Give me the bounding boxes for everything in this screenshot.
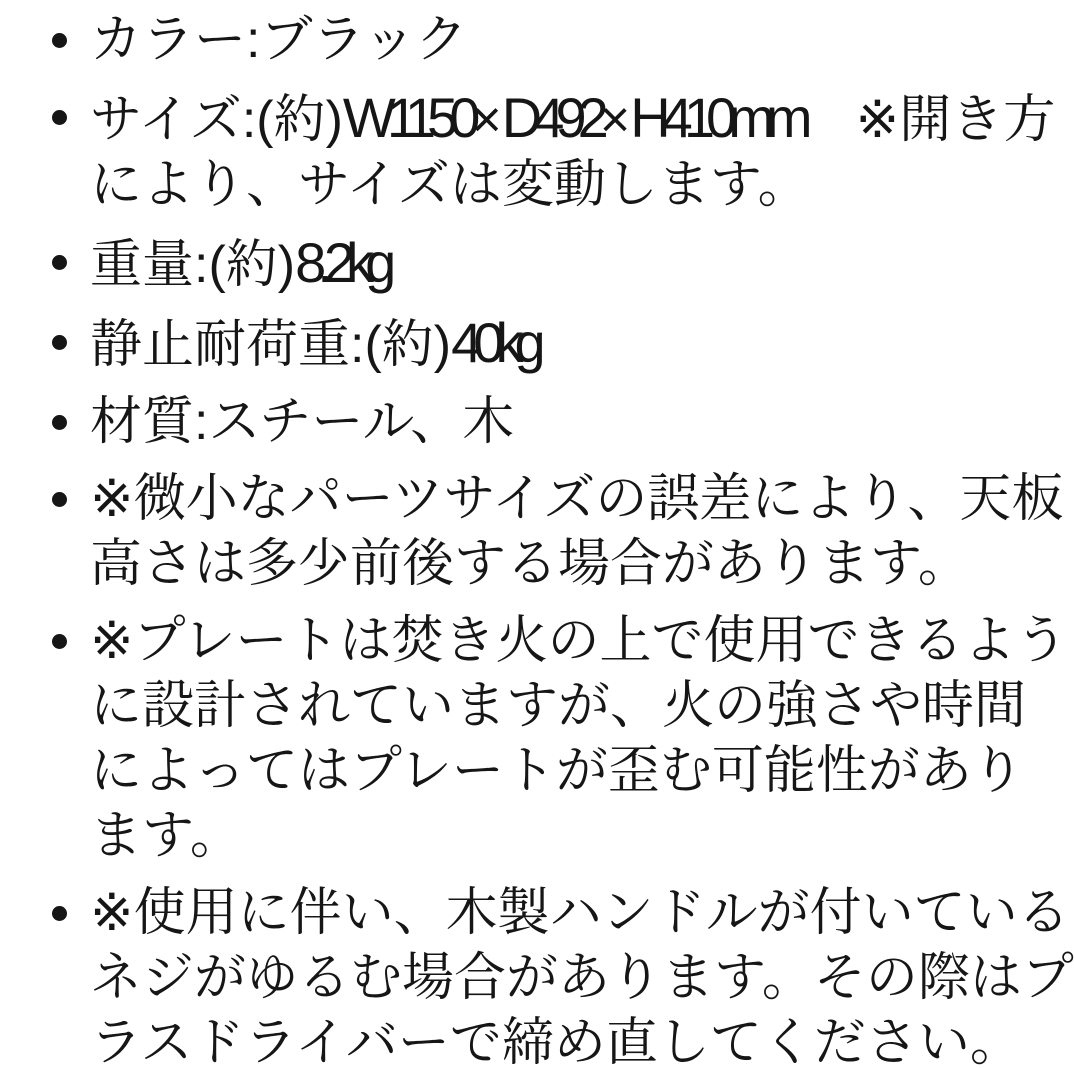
bullet-icon bbox=[52, 255, 67, 270]
spec-value-latin: H410mm bbox=[630, 86, 804, 149]
bullet-icon bbox=[52, 492, 67, 507]
bullet-icon bbox=[52, 634, 67, 649]
bullet-icon bbox=[52, 110, 67, 125]
bullet-icon bbox=[52, 906, 67, 921]
spec-text: カラー:ブラック bbox=[90, 11, 468, 69]
spec-text: 静止耐荷重:(約) bbox=[90, 316, 452, 374]
bullet-icon bbox=[52, 335, 67, 350]
list-item-text bbox=[90, 311, 537, 374]
spec-value-latin: W1150 bbox=[342, 86, 472, 149]
list-item-text bbox=[90, 884, 1074, 1068]
spec-text: ※微小なパーツサイズの誤差により、天板高さは多少前後する場合があります。 bbox=[90, 470, 1064, 593]
list-item bbox=[90, 85, 1074, 218]
spec-text: ※開き方により、サイズは変動します。 bbox=[90, 91, 1056, 214]
list-item-text bbox=[90, 393, 514, 451]
spec-text: サイズ:(約) bbox=[90, 91, 343, 149]
list-item bbox=[90, 609, 1074, 869]
list-item-text bbox=[90, 231, 388, 294]
spec-text: ※プレートは焚き火の上で使用できるように設計されていますが、火の強さや時間によってはプレートが歪む可能性があります。 bbox=[90, 612, 1068, 865]
bullet-icon bbox=[52, 415, 67, 430]
spec-value-latin: D492 bbox=[501, 86, 600, 149]
spec-value-latin: 40kg bbox=[451, 311, 537, 374]
list-item bbox=[90, 390, 1074, 455]
list-item-text bbox=[90, 86, 1056, 214]
list-item bbox=[90, 881, 1074, 1068]
spec-text: 重量:(約) bbox=[90, 236, 296, 294]
list-item bbox=[90, 230, 1074, 298]
spec-text: × bbox=[599, 91, 631, 149]
list-item bbox=[90, 8, 1074, 73]
bullet-icon bbox=[52, 33, 67, 48]
spec-text: × bbox=[471, 91, 502, 149]
list-item bbox=[90, 467, 1074, 597]
list-item-text bbox=[90, 470, 1063, 593]
spec-text: ※使用に伴い、木製ハンドルが付いているネジがゆるむ場合があります。その際はプラスドライバーで締め直してください。 bbox=[90, 884, 1074, 1068]
spec-value-latin: 8.2kg bbox=[295, 231, 388, 294]
list-item-text bbox=[90, 11, 467, 69]
list-item-text bbox=[90, 612, 1068, 865]
spec-text: 材質:スチール、木 bbox=[90, 393, 515, 451]
list-item bbox=[90, 310, 1074, 378]
